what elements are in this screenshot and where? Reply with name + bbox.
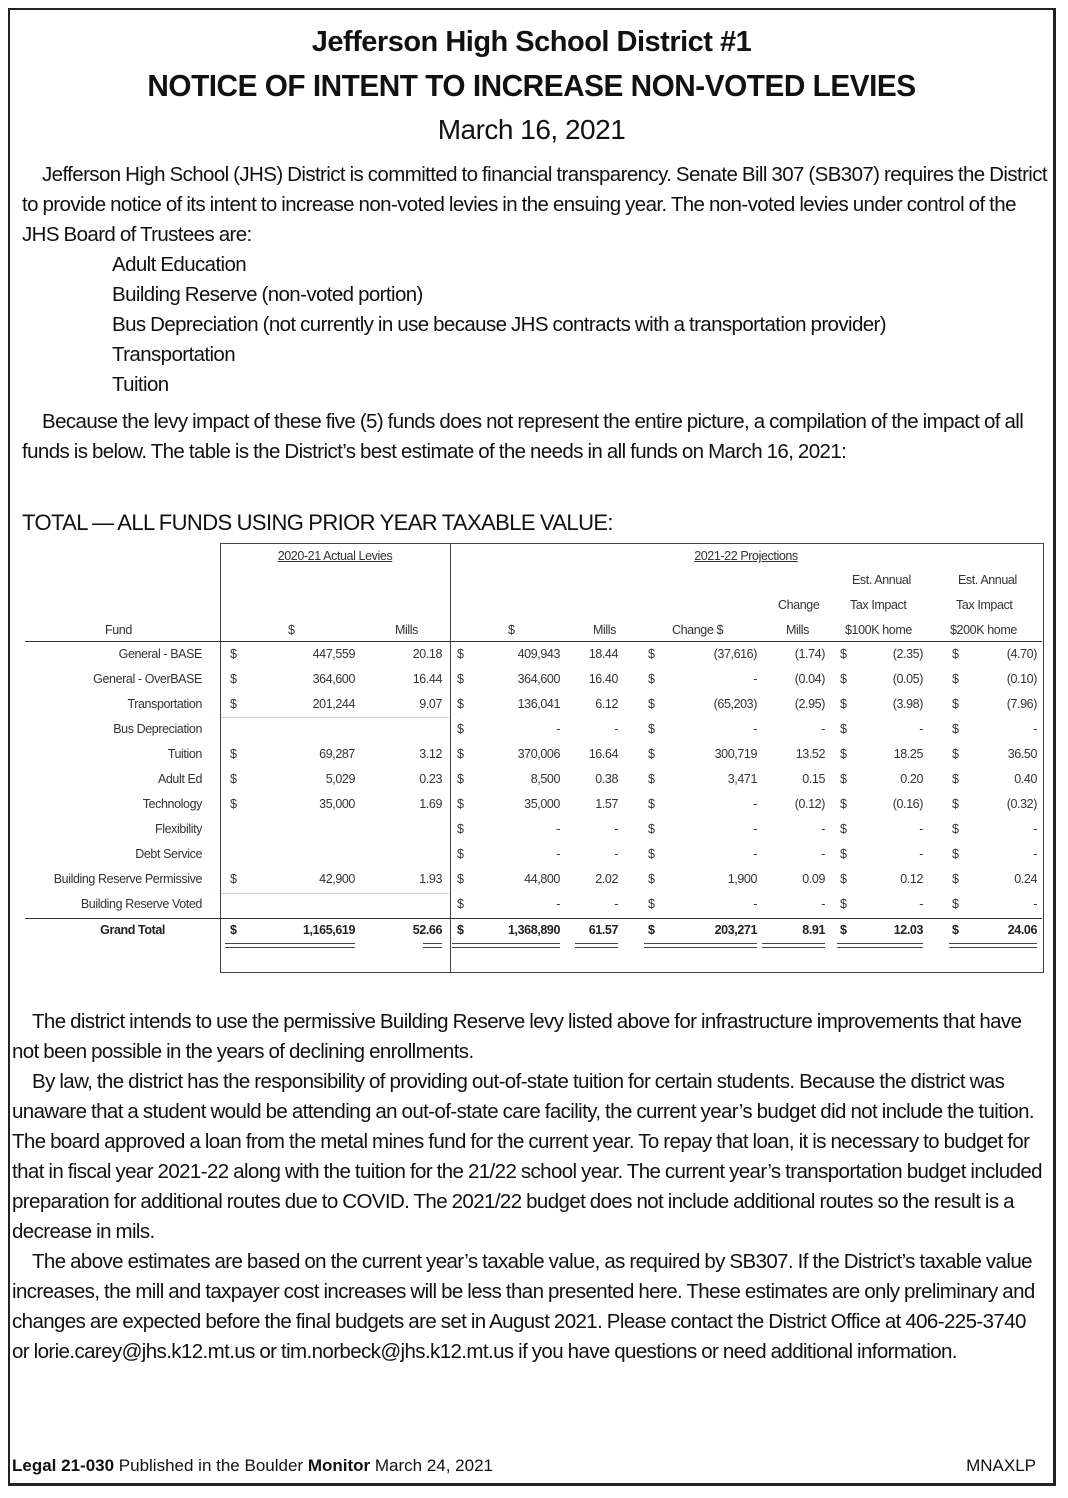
district-name: Jefferson High School District #1 [311, 26, 752, 58]
cell-p-dollars: 8,500 [530, 772, 560, 786]
cell-i1-sym: $ [840, 797, 847, 811]
compilation-paragraph: Because the levy impact of these five (5) funds does not represent the entire picture, a compilation of the impact of all funds is below. The table is the District’s best estimate of the needs in all funds on March 16, 2021: [22, 410, 1024, 463]
cell-i200: 24.06 [1007, 923, 1037, 937]
cell-p-mills: - [614, 822, 618, 836]
publication-info: Legal 21-030 Published in the Boulder Monitor March 24, 2021 [12, 1456, 493, 1475]
double-underline [452, 943, 560, 948]
cell-i1-sym: $ [840, 822, 847, 836]
cell-i2-sym: $ [952, 697, 959, 711]
cell-fund: Technology [142, 797, 202, 811]
cell-a-dollars: 201,244 [312, 697, 355, 711]
cell-i2-sym: $ [952, 747, 959, 761]
cell-c-sym: $ [648, 747, 655, 761]
cell-c-sym: $ [648, 797, 655, 811]
notice-title: NOTICE OF INTENT TO INCREASE NON-VOTED LEVIES [147, 68, 916, 103]
cell-c-sym: $ [648, 872, 655, 886]
cell-c-dollars: 203,271 [714, 923, 757, 937]
cell-p-dollars: 409,943 [517, 647, 560, 661]
table-row [20, 818, 1045, 843]
cell-i200: - [1033, 822, 1037, 836]
cell-p-mills: - [614, 897, 618, 911]
cell-p-dollars: 1,368,890 [507, 923, 560, 937]
cell-c-dollars: (37,616) [713, 647, 757, 661]
cell-fund: Transportation [127, 697, 202, 711]
cell-a-sym: $ [230, 923, 237, 937]
col-change-mills-2: Mills [786, 623, 809, 637]
cell-a-sym: $ [230, 647, 237, 661]
cell-fund: General - BASE [118, 647, 202, 661]
cell-a-dollars: 35,000 [319, 797, 355, 811]
col-impact200-1: Est. Annual [958, 573, 1017, 587]
cell-i1-sym: $ [840, 923, 847, 937]
tuition-paragraph: By law, the district has the responsibility of providing out-of-state tuition for certain students. Because the district was unaware that a student would be attending an out-of-state care facility, the current year’s budget did not include the tuition. The board approved a loan from the metal mines fund for the current year. To repay that loan, it is necessary to budget for that in fiscal year 2021-22 along with the tuition for the 21/22 school year. The current year’s transportation budget included preparation for additional routes due to COVID. The 2021/22 budget does not include additional routes so the result is a decrease in mils. [12, 1070, 1042, 1243]
cell-p-sym: $ [457, 697, 464, 711]
levy-item: Tuition [112, 373, 169, 396]
cell-c-mills: 0.09 [802, 872, 825, 886]
cell-a-sym: $ [230, 772, 237, 786]
intro-section [22, 160, 1052, 400]
cell-a-sym: $ [230, 672, 237, 686]
levy-item: Building Reserve (non-voted portion) [112, 283, 423, 306]
table-row [20, 743, 1045, 768]
cell-c-sym: $ [648, 697, 655, 711]
cell-p-mills: 2.02 [595, 872, 618, 886]
col-impact100-2: Tax Impact [850, 598, 907, 612]
col-change-mills-1: Change [778, 598, 820, 612]
cell-i100: - [919, 822, 923, 836]
cell-i2-sym: $ [952, 847, 959, 861]
cell-i1-sym: $ [840, 647, 847, 661]
cell-c-sym: $ [648, 897, 655, 911]
cell-c-mills: (0.12) [794, 797, 825, 811]
cell-p-sym: $ [457, 647, 464, 661]
cell-i2-sym: $ [952, 897, 959, 911]
cell-fund: Debt Service [135, 847, 202, 861]
cell-i100: (2.35) [892, 647, 923, 661]
estimates-paragraph: The above estimates are based on the current year’s taxable value, as required by SB307. If the District’s taxable value increases, the mill and taxpayer cost increases will be less than presented here. These estimates are only preliminary and changes are expected before the final budgets are set in August 2021. Please contact the District Office at 406-225-3740 or lorie.carey@jhs.k12.mt.us or tim.norbeck@jhs.k12.mt.us if you have questions or need additional information. [12, 1250, 1035, 1363]
col-impact100-1: Est. Annual [852, 573, 911, 587]
cell-c-sym: $ [648, 847, 655, 861]
cell-i1-sym: $ [840, 697, 847, 711]
table-row [20, 668, 1045, 693]
cell-i100: - [919, 897, 923, 911]
cell-p-mills: 16.64 [588, 747, 618, 761]
cell-p-sym: $ [457, 897, 464, 911]
cell-i200: - [1033, 847, 1037, 861]
cell-p-dollars: - [556, 847, 560, 861]
col-impact200-3: $200K home [950, 623, 1017, 637]
cell-i2-sym: $ [952, 722, 959, 736]
grand-total-row [20, 919, 1045, 944]
cell-c-sym: $ [648, 672, 655, 686]
cell-a-dollars: 69,287 [319, 747, 355, 761]
cell-fund: Building Reserve Permissive [53, 872, 202, 886]
double-underline [423, 943, 442, 948]
cell-p-mills: 0.38 [595, 772, 618, 786]
cell-fund: Grand Total [100, 923, 165, 937]
cell-i100: - [919, 847, 923, 861]
cell-i100: 0.20 [900, 772, 923, 786]
table-row [20, 768, 1045, 793]
cell-c-sym: $ [648, 822, 655, 836]
levy-item: Bus Depreciation (not currently in use because JHS contracts with a transportation provider) [112, 313, 887, 336]
legal-number: Legal 21-030 [12, 1456, 115, 1475]
cell-c-dollars: - [753, 847, 757, 861]
group-header-projections: 2021-22 Projections [694, 549, 798, 563]
cell-fund: Building Reserve Voted [80, 897, 202, 911]
cell-c-mills: (1.74) [794, 647, 825, 661]
cell-i100: 12.03 [893, 923, 923, 937]
cell-fund: Flexibility [155, 822, 202, 836]
cell-p-dollars: - [556, 897, 560, 911]
cell-p-dollars: 44,800 [524, 872, 560, 886]
cell-c-mills: - [821, 897, 825, 911]
table-title: TOTAL — ALL FUNDS USING PRIOR YEAR TAXABLE VALUE: [22, 510, 613, 535]
cell-fund: Bus Depreciation [113, 722, 202, 736]
cell-i200: (0.10) [1006, 672, 1037, 686]
col-impact100-3: $100K home [845, 623, 912, 637]
cell-fund: General - OverBASE [93, 672, 202, 686]
levy-list [22, 250, 1052, 400]
cell-p-mills: 6.12 [595, 697, 618, 711]
table-row [20, 843, 1045, 868]
col-actual-mills: Mills [395, 623, 418, 637]
cell-a-mills: 1.69 [419, 797, 442, 811]
cell-a-dollars: 5,029 [325, 772, 355, 786]
cell-p-sym: $ [457, 822, 464, 836]
table-row [20, 868, 1045, 893]
header-rule [25, 641, 1042, 642]
cell-i100: (3.98) [892, 697, 923, 711]
cell-c-mills: - [821, 847, 825, 861]
cell-c-dollars: - [753, 897, 757, 911]
double-underline [949, 943, 1037, 948]
cell-fund: Adult Ed [157, 772, 202, 786]
publication-code: MNAXLP [966, 1456, 1036, 1475]
cell-c-dollars: 3,471 [727, 772, 757, 786]
cell-a-dollars: 447,559 [312, 647, 355, 661]
cell-c-dollars: - [753, 672, 757, 686]
cell-p-dollars: 370,006 [517, 747, 560, 761]
cell-p-mills: 61.57 [588, 923, 618, 937]
cell-i200: (4.70) [1006, 647, 1037, 661]
cell-p-sym: $ [457, 772, 464, 786]
double-underline [644, 943, 757, 948]
table-row [20, 893, 1045, 918]
cell-c-mills: - [821, 722, 825, 736]
cell-p-mills: 18.44 [588, 647, 618, 661]
cell-i1-sym: $ [840, 747, 847, 761]
col-actual-dollars: $ [288, 623, 295, 637]
cell-p-sym: $ [457, 722, 464, 736]
cell-i100: 0.12 [900, 872, 923, 886]
col-change-dollars: Change $ [672, 623, 724, 637]
cell-i200: - [1033, 722, 1037, 736]
cell-p-dollars: - [556, 722, 560, 736]
cell-i100: (0.16) [892, 797, 923, 811]
col-fund: Fund [105, 623, 132, 637]
cell-a-mills: 1.93 [419, 872, 442, 886]
cell-c-mills: 13.52 [795, 747, 825, 761]
cell-p-sym: $ [457, 872, 464, 886]
group-header-actual: 2020-21 Actual Levies [277, 549, 393, 563]
levy-item: Adult Education [112, 253, 247, 276]
levy-table [20, 543, 1045, 973]
col-proj-mills: Mills [593, 623, 616, 637]
cell-i2-sym: $ [952, 672, 959, 686]
double-underline [225, 943, 355, 948]
double-underline [575, 943, 618, 948]
cell-i200: 0.24 [1014, 872, 1037, 886]
cell-p-mills: 16.40 [588, 672, 618, 686]
cell-a-mills: 3.12 [419, 747, 442, 761]
cell-i2-sym: $ [952, 923, 959, 937]
cell-c-mills: 8.91 [802, 923, 825, 937]
cell-p-sym: $ [457, 923, 464, 937]
building-reserve-paragraph: The district intends to use the permissive Building Reserve levy listed above for infrastructure improvements that have not been possible in the years of declining enrollments. [12, 1010, 1022, 1063]
cell-i200: 36.50 [1007, 747, 1037, 761]
notice-date: March 16, 2021 [437, 114, 626, 145]
cell-a-mills: 0.23 [419, 772, 442, 786]
double-underline [762, 943, 825, 948]
cell-a-mills: 20.18 [412, 647, 442, 661]
col-impact200-2: Tax Impact [956, 598, 1013, 612]
cell-i2-sym: $ [952, 797, 959, 811]
table-row [20, 693, 1045, 718]
cell-a-sym: $ [230, 797, 237, 811]
cell-a-mills: 52.66 [412, 923, 442, 937]
col-proj-dollars: $ [508, 623, 515, 637]
newspaper-name: Monitor [307, 1456, 371, 1475]
cell-c-mills: (0.04) [794, 672, 825, 686]
cell-c-mills: - [821, 822, 825, 836]
cell-i100: (0.05) [892, 672, 923, 686]
intro-paragraph: Jefferson High School (JHS) District is committed to financial transparency. Senate Bill 307 (SB307) requires the District to provide notice of its intent to increase non-voted levies in the ensuing year. The non-voted levies under control of the JHS Board of Trustees are: [22, 163, 1047, 246]
cell-c-sym: $ [648, 923, 655, 937]
closing-section [12, 1007, 1042, 1367]
cell-a-dollars: 1,165,619 [302, 923, 355, 937]
cell-p-dollars: 364,600 [517, 672, 560, 686]
cell-i2-sym: $ [952, 647, 959, 661]
cell-p-mills: - [614, 847, 618, 861]
cell-i200: - [1033, 897, 1037, 911]
cell-i1-sym: $ [840, 722, 847, 736]
cell-p-dollars: 136,041 [517, 697, 560, 711]
cell-i1-sym: $ [840, 897, 847, 911]
cell-a-sym: $ [230, 872, 237, 886]
table-row [20, 793, 1045, 818]
cell-i1-sym: $ [840, 847, 847, 861]
cell-p-sym: $ [457, 747, 464, 761]
cell-p-dollars: - [556, 822, 560, 836]
cell-p-sym: $ [457, 672, 464, 686]
cell-a-dollars: 364,600 [312, 672, 355, 686]
cell-fund: Tuition [167, 747, 202, 761]
cell-c-sym: $ [648, 772, 655, 786]
cell-a-mills: 16.44 [412, 672, 442, 686]
cell-c-sym: $ [648, 722, 655, 736]
cell-p-mills: 1.57 [595, 797, 618, 811]
cell-c-dollars: 300,719 [714, 747, 757, 761]
cell-p-sym: $ [457, 797, 464, 811]
cell-c-sym: $ [648, 647, 655, 661]
levy-item: Transportation [112, 343, 236, 366]
cell-c-dollars: - [753, 722, 757, 736]
cell-i2-sym: $ [952, 872, 959, 886]
cell-a-sym: $ [230, 697, 237, 711]
cell-c-mills: 0.15 [802, 772, 825, 786]
cell-p-mills: - [614, 722, 618, 736]
cell-a-sym: $ [230, 747, 237, 761]
publication-footer [12, 1456, 1036, 1480]
cell-i1-sym: $ [840, 772, 847, 786]
cell-p-sym: $ [457, 847, 464, 861]
double-underline [837, 943, 923, 948]
cell-c-dollars: 1,900 [727, 872, 757, 886]
cell-i2-sym: $ [952, 772, 959, 786]
cell-i2-sym: $ [952, 822, 959, 836]
cell-c-mills: (2.95) [794, 697, 825, 711]
cell-c-dollars: (65,203) [713, 697, 757, 711]
cell-i200: (7.96) [1006, 697, 1037, 711]
cell-i100: 18.25 [893, 747, 923, 761]
cell-a-dollars: 42,900 [319, 872, 355, 886]
table-row [20, 718, 1045, 743]
cell-c-dollars: - [753, 797, 757, 811]
cell-i100: - [919, 722, 923, 736]
cell-a-mills: 9.07 [419, 697, 442, 711]
cell-i1-sym: $ [840, 672, 847, 686]
table-row [20, 643, 1045, 668]
cell-i1-sym: $ [840, 872, 847, 886]
cell-i200: (0.32) [1006, 797, 1037, 811]
cell-p-dollars: 35,000 [524, 797, 560, 811]
cell-c-dollars: - [753, 822, 757, 836]
cell-i200: 0.40 [1014, 772, 1037, 786]
